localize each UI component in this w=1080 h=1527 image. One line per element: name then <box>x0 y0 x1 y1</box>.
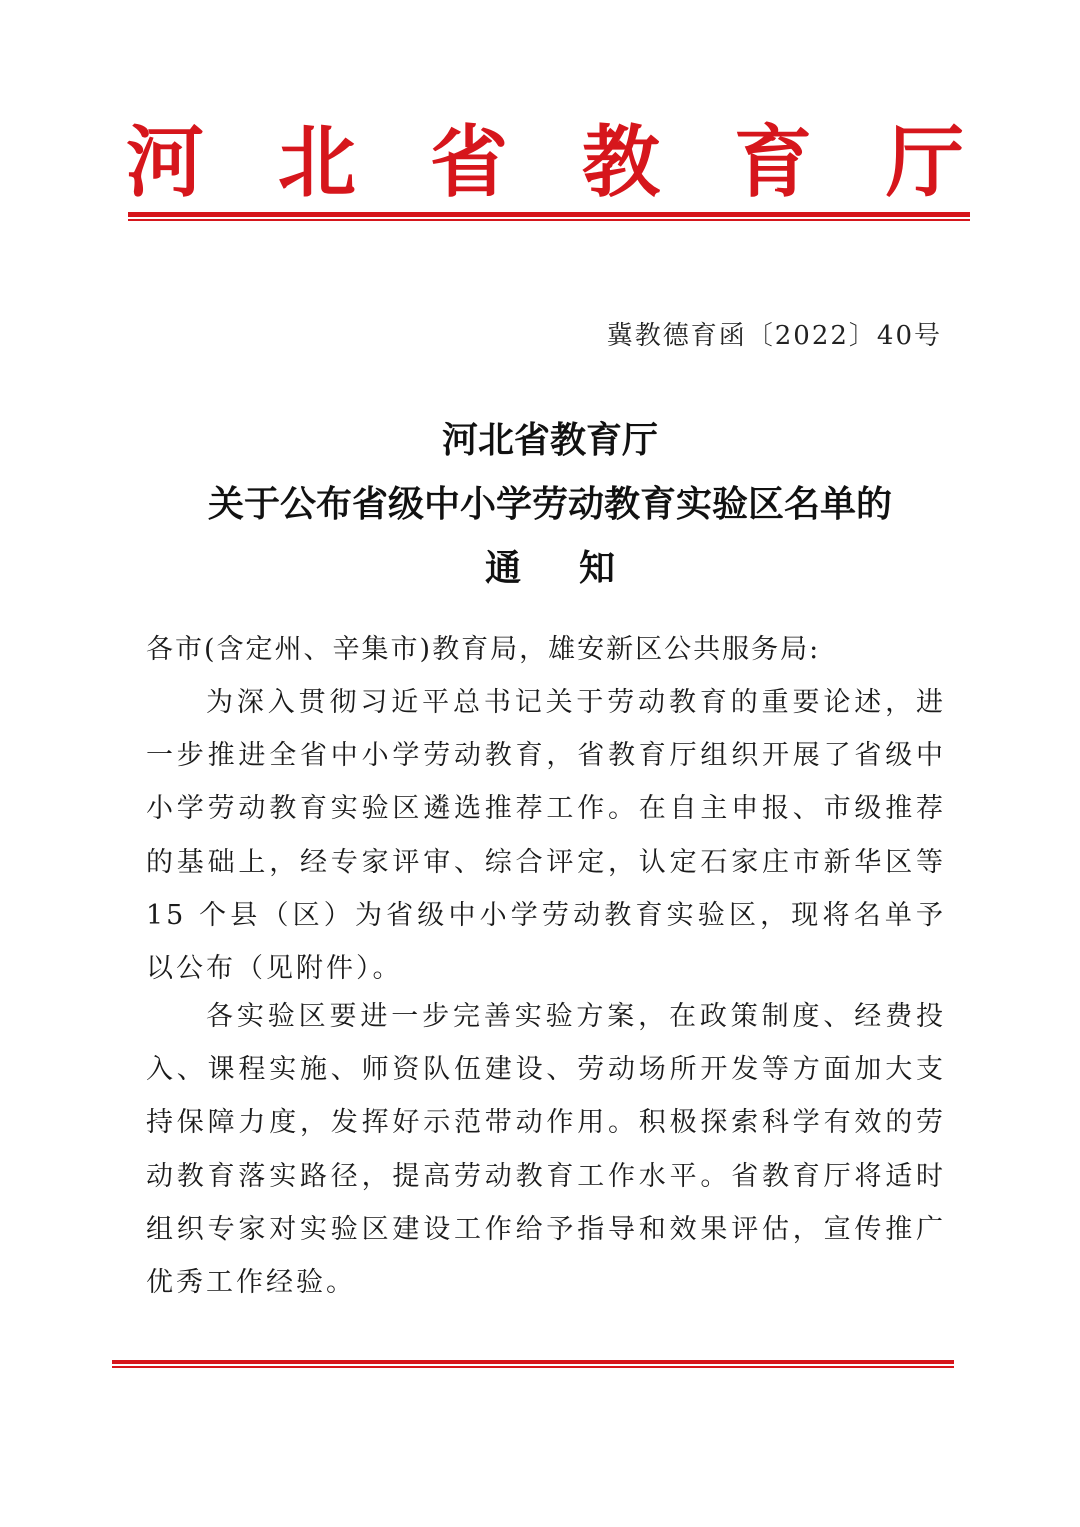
title-line-1: 河北省教育厅 <box>441 419 658 461</box>
title-line-2: 关于公布省级中小学劳动教育实验区名单的 <box>207 483 892 525</box>
masthead-char: 育 <box>733 117 812 208</box>
document-title <box>100 408 1000 600</box>
document-number: 冀教德育函〔2022〕40号 <box>606 321 942 351</box>
body-paragraph-1: 为深入贯彻习近平总书记关于劳动教育的重要论述，进一步推进全省中小学劳动教育，省教育厅组织开展了省级中小学劳动教育实验区遴选推荐工作。在自主申报、市级推荐的基础上，经专家评审、综合评定，认定石家庄市新华区等 15 个县（区）为省级中小学劳动教育实验区，现将名单予以公布（见附件）。 <box>146 687 946 985</box>
salutation: 各市(含定州、辛集市)教育局，雄安新区公共服务局: <box>146 634 821 665</box>
masthead-char: 北 <box>277 117 356 208</box>
bottom-red-rule-thin <box>112 1366 954 1368</box>
title-line-3: 通知 <box>484 547 673 589</box>
masthead-title <box>120 118 970 208</box>
body-paragraph-2: 各实验区要进一步完善实验方案，在政策制度、经费投入、课程实施、师资队伍建设、劳动场所开发等方面加大支持保障力度，发挥好示范带动作用。积极探索科学有效的劳动教育落实路径，提高劳动教育工作水平。省教育厅将适时组织专家对实验区建设工作给予指导和效果评估，宣传推广优秀工作经验。 <box>146 1001 946 1299</box>
masthead-char: 省 <box>429 117 508 208</box>
top-red-rule-thin <box>128 219 970 221</box>
top-red-rule-thick <box>128 212 970 217</box>
masthead-char: 河 <box>125 117 204 208</box>
bottom-red-rule-thick <box>112 1360 954 1364</box>
masthead-char: 厅 <box>885 117 964 208</box>
masthead-char: 教 <box>581 117 660 208</box>
